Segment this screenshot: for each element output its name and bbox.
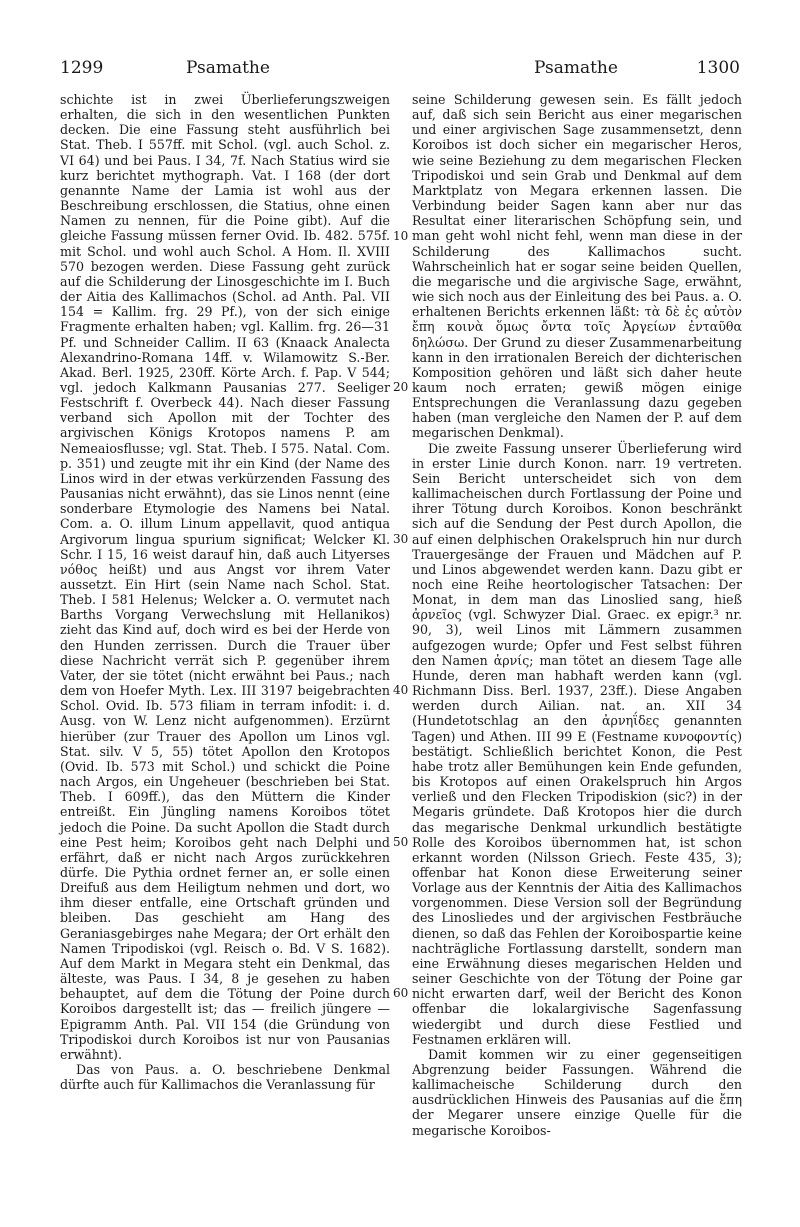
right-paragraph-3: Damit kommen wir zu einer gegenseitigen Abgrenzung beider Fassungen. Während die kallimacheische Schilderung durch den ausdrücklichen Hinweis des Pausanias auf die ἔπη der Megarer unsere einzige Quelle für die megarische Koroibos- [412, 1046, 742, 1138]
left-paragraph-2: Das von Paus. a. O. beschriebene Denkmal dürfte auch für Kallimachos die Veranlassung für [60, 1062, 390, 1093]
left-page-number: 1299 [60, 58, 104, 78]
line-number: 40 [393, 683, 409, 697]
right-page-number: 1300 [696, 58, 740, 78]
left-paragraph-1: schichte ist in zwei Überlieferungszweigen erhalten, die sich in den wesentlichen Punkten decken. Die eine Fassung steht ausführlich bei Stat. Theb. I 557ff. mit Schol. (vgl. auch Schol. z. VI 64) und bei Paus. I 34, 7f. Nach Statius wird sie kurz berichtet mythograph. Vat. I 168 (der dort genannte Name der Lamia ist wohl aus der Beschreibung erschlossen, die Statius, ohne einen Namen zu nennen, für die Poine gibt). Auf die gleiche Fassung müssen ferner Ovid. Ib. 482. 575f. mit Schol. und wohl auch Schol. A Hom. Il. XVIII 570 bezogen werden. Diese Fassung geht zurück auf die Schilderung der Linosgeschichte im I. Buch der Aitia des Kallimachos (Schol. ad Anth. Pal. VII 154 = Kallim. frg. 29 Pf.), von der sich einige Fragmente erhalten haben; vgl. Kallim. frg. 26—31 Pf. und Schneider Callim. II 63 (Knaack Analecta Alexandrino-Romana 14ff. v. Wilamowitz S.-Ber. Akad. Berl. 1925, 230ff. Körte Arch. f. Pap. V 544; vgl. jedoch Kalkmann Pausanias 277. Seeliger Festschrift f. Overbeck 44). Nach dieser Fassung verband sich Apollon mit der Tochter des argivischen Königs Krotopos namens P. am Nemeaiosflusse; vgl. Stat. Theb. I 575. Natal. Com. p. 351) und zeugte mit ihr ein Kind (der Name des Linos wird in der etwas verkürzenden Fassung des Pausanias nicht erwähnt), das sie Linos nennt (eine sonderbare Etymologie des Namens bei Natal. Com. a. O. illum Linum appellavit, quod antiqua Argivorum lingua spurium significat; Welcker Kl. Schr. I 15, 16 weist darauf hin, daß auch Lityerses νόθος heißt) und aus Angst vor ihrem Vater aussetzt. Ein Hirt (sein Name nach Schol. Stat. Theb. I 581 Helenus; Welcker a. O. vermutet nach Barths Vorgang Verwechslung mit Hellanikos) zieht das Kind auf, doch wird es bei der Herde von den Hunden zerrissen. Durch die Trauer über diese Nachricht verrät sich P. gegenüber ihrem Vater, der sie tötet (nicht erwähnt bei Paus.; nach dem von Hoefer Myth. Lex. III 3197 beigebrachten Schol. Ovid. Ib. 573 filiam in terram infodit: i. d. Ausg. von W. Lenz nicht aufgenommen). Erzürnt hierüber (zur Trauer des Apollon um Linos vgl. Stat. silv. V 5, 55) tötet Apollon den Krotopos (Ovid. Ib. 573 mit Schol.) und schickt die Poine nach Argos, ein Ungeheuer (beschrieben bei Stat. Theb. I 609ff.), das den Müttern die Kinder entreißt. Ein Jüngling namens Koroibos tötet jedoch die Poine. Da sucht Apollon die Stadt durch eine Pest heim; Koroibos geht nach Delphi und erfährt, daß er nicht nach Argos zurückkehren dürfe. Die Pythia ordnet ferner an, er solle einen Dreifuß aus dem Heiligtum nehmen und dort, wo ihm dieser entfalle, eine Ortschaft gründen und bleiben. Das geschieht am Hang des Geraniasgebirges nahe Megara; der Ort erhält den Namen Tripodiskoi (vgl. Reisch o. Bd. V S. 1682). Auf dem Markt in Megara steht ein Denkmal, das älteste, was Paus. I 34, 8 je gesehen zu haben behauptet, auf dem die Tötung der Poine durch Koroibos dargestellt ist; das — freilich jüngere — Epigramm Anth. Pal. VII 154 (die Gründung von Tripodiskoi durch Koroibos ist nur von Pausanias erwähnt). [60, 92, 390, 1062]
right-paragraph-1: seine Schilderung gewesen sein. Es fällt jedoch auf, daß sich sein Bericht aus einer megarischen und einer argivischen Sage zusammensetzt, denn Koroibos ist doch sicher ein megarischer Heros, wie seine Beziehung zu dem megarischen Flecken Tripodiskoi und sein Grab und Denkmal auf dem Marktplatz von Megara erkennen lassen. Die Verbindung beider Sagen kann aber nur das Resultat einer literarischen Schöpfung sein, und man geht wohl nicht fehl, wenn man diese in der Schilderung des Kallimachos sucht. Wahrscheinlich hat er sogar seine beiden Quellen, die megarische und die argivische Sage, erwähnt, wie sich noch aus der Einleitung des bei Paus. a. O. erhaltenen Berichts erkennen läßt: τὰ δὲ ἐς αὐτὸν ἔπη κοινὰ ὅμως ὄντα τοῖς Ἀργείων ἐνταῦθα δηλώσω. Der Grund zu dieser Zusammenarbeitung kann in den irrationalen Bereich der dichterischen Komposition gehören und läßt sich daher heute kaum noch erraten; gewiß mögen einige Entsprechungen die Veranlassung dazu gegeben haben (man vergleiche den Namen der P. auf dem megarischen Denkmal). [412, 92, 742, 441]
line-number: 50 [393, 835, 409, 849]
page-header [60, 58, 740, 80]
line-number: 10 [393, 229, 409, 243]
left-column [60, 92, 390, 1092]
right-column [412, 92, 742, 1138]
line-number: 20 [393, 380, 409, 394]
line-number: 60 [393, 986, 409, 1000]
right-running-title: Psamathe [534, 58, 618, 78]
right-paragraph-2: Die zweite Fassung unserer Überlieferung wird in erster Linie durch Konon. narr. 19 vertreten. Sein Bericht unterscheidet sich von dem kallimacheischen durch Fortlassung der Poine und ihrer Tötung durch Koroibos. Konon beschränkt sich auf die Sendung der Pest durch Apollon, die auf einen delphischen Orakelspruch hin nur durch Trauergesänge der Frauen und Mädchen auf P. und Linos abgewendet werden kann. Dazu gibt er noch eine Reihe heortologischer Tatsachen: Der Monat, in dem man das Linoslied sang, hieß ἀρνεῖος (vgl. Schwyzer Dial. Graec. ex epigr.³ nr. 90, 3), weil Linos mit Lämmern zusammen aufgezogen wurde; Opfer und Fest selbst führen den Namen ἀρνίς; man tötet an diesem Tage alle Hunde, deren man habhaft werden kann (vgl. Richmann Diss. Berl. 1937, 23ff.). Diese Angaben werden durch Ailian. nat. an. XII 34 (Hundetotschlag an den ἀρνηΐδες genannten Tagen) und Athen. III 99 E (Festname κυνοφοντίς) bestätigt. Schließlich berichtet Konon, die Pest habe trotz aller Bemühungen kein Ende gefunden, bis Krotopos auf einen Orakelspruch hin Argos verließ und den Flecken Tripodiskion (sic?) in der Megaris gründete. Daß Krotopos hier die durch das megarische Denkmal urkundlich bestätigte Rolle des Koroibos übernommen hat, ist schon erkannt worden (Nilsson Griech. Feste 435, 3); offenbar hat Konon diese Erweiterung seiner Vorlage aus der Kenntnis der Aitia des Kallimachos vorgenommen. Diese Version soll der Begründung des Linosliedes und der argivischen Festbräuche dienen, so daß das Fehlen der Koroibospartie keine nachträgliche Fortlassung darstellt, sondern man eine Erwähnung dieses megarischen Helden und seiner Geschichte von der Tötung der Poine gar nicht erwarten darf, weil der Bericht des Konon offenbar die lokalargivische Sagenfassung wiedergibt und durch diese Festlied und Festnamen erklären will. [412, 440, 742, 1047]
line-number: 30 [393, 532, 409, 546]
left-running-title: Psamathe [186, 58, 270, 78]
